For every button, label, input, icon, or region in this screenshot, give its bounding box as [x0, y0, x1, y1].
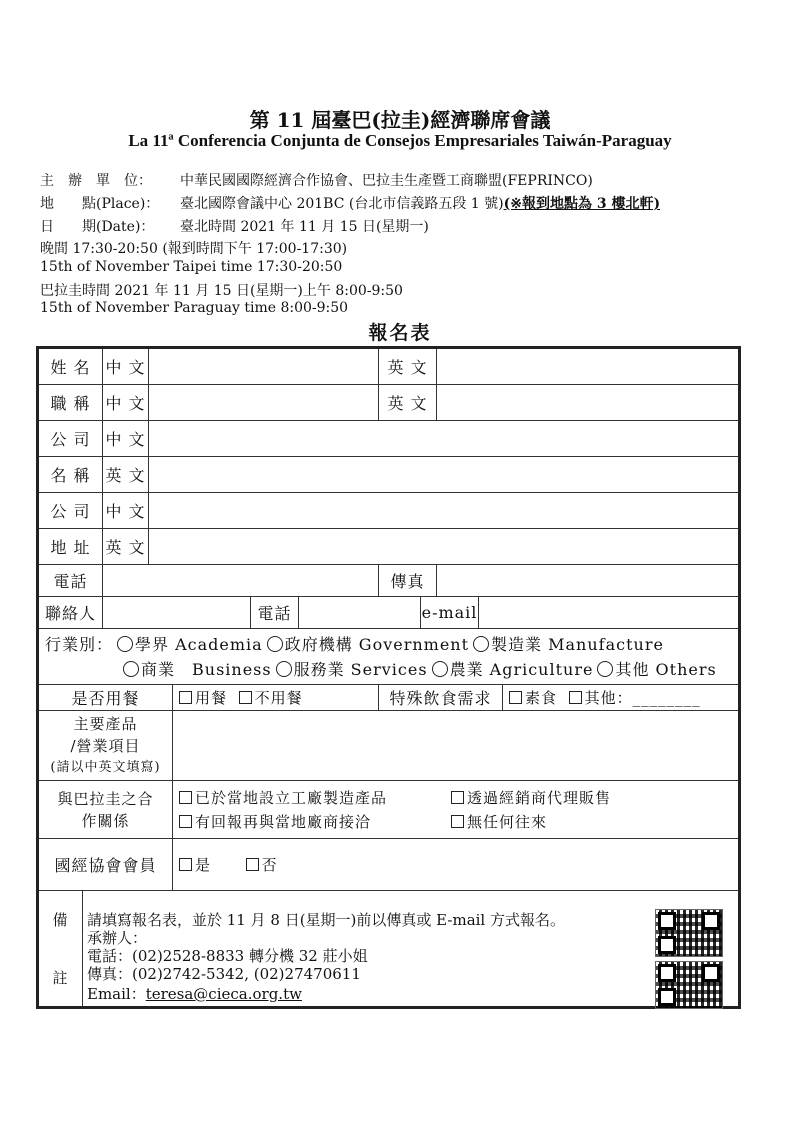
organizer-row — [40, 170, 593, 190]
radio-government[interactable] — [267, 636, 283, 652]
notes-line-3: 電話：(02)2528-8833 轉分機 32 莊小姐 — [87, 947, 368, 965]
contact-phone-input[interactable] — [299, 597, 421, 629]
notes-email-link[interactable]: teresa@cieca.org.tw — [145, 985, 302, 1003]
industry-academia-label: 學界 Academia — [135, 634, 263, 654]
notes-email-row — [87, 983, 302, 1004]
radio-academia[interactable] — [117, 636, 133, 652]
qr-code-icon — [655, 961, 723, 1009]
date-line-5: 15th of November Paraguay time 8:00-9:50 — [40, 300, 349, 316]
contact-phone-label: 電話 — [251, 597, 299, 629]
products-label — [39, 711, 173, 781]
relation-label — [39, 781, 173, 839]
products-input[interactable] — [173, 711, 738, 781]
products-label-2: /營業項目 — [70, 736, 141, 755]
relation-opt1-checkbox[interactable] — [179, 791, 192, 804]
member-options — [173, 839, 738, 891]
notes-label-bottom: 註 — [52, 968, 69, 987]
meal-yes-checkbox[interactable] — [179, 691, 192, 704]
company-zh-label: 中 文 — [103, 421, 149, 457]
address-en-label: 英 文 — [103, 529, 149, 565]
job-title-en-input[interactable] — [437, 385, 738, 421]
document-title-es: La 11ª Conferencia Conjunta de Consejos Empresariales Taiwán-Paraguay — [128, 131, 672, 150]
qr-code-icon — [655, 909, 723, 957]
place-value: 臺北國際會議中心 201BC (台北市信義路五段 1 號) — [180, 196, 504, 212]
job-title-en-label: 英 文 — [379, 385, 437, 421]
member-label: 國經協會會員 — [39, 839, 173, 891]
member-yes-checkbox[interactable] — [179, 858, 192, 871]
fax-input[interactable] — [437, 565, 738, 597]
notes-line-4: 傳真：(02)2742-5342, (02)27470611 — [87, 965, 361, 983]
relation-opt4-label: 無任何往來 — [467, 812, 548, 831]
notes-label-top: 備 — [52, 911, 69, 930]
phone-label: 電話 — [39, 565, 103, 597]
diet-other-checkbox[interactable] — [569, 691, 582, 704]
job-title-zh-input[interactable] — [149, 385, 379, 421]
date-row — [40, 216, 429, 236]
email-label: e-mail — [421, 597, 479, 629]
company-label-2: 名 稱 — [39, 457, 103, 493]
document-title-zh: 第 11 屆臺巴(拉圭)經濟聯席會議 — [249, 108, 551, 132]
industry-others-label: 其他 Others — [615, 659, 717, 679]
industry-label: 行業別： — [45, 634, 114, 654]
company-zh-input[interactable] — [149, 421, 738, 457]
relation-row-1 — [179, 786, 611, 810]
date-line-1: 臺北時間 2021 年 11 月 15 日(星期一) — [180, 219, 429, 235]
industry-government-label: 政府機構 Government — [284, 634, 470, 654]
relation-options — [173, 781, 738, 839]
industry-agriculture-label: 農業 Agriculture — [449, 659, 594, 679]
company-label-1: 公 司 — [39, 421, 103, 457]
company-en-label: 英 文 — [103, 457, 149, 493]
relation-label-2: 作關係 — [81, 811, 130, 830]
form-title: 報名表 — [368, 322, 432, 344]
relation-opt4-checkbox[interactable] — [451, 815, 464, 828]
relation-opt3-label: 有回報再與當地廠商接洽 — [195, 812, 372, 831]
meal-no-checkbox[interactable] — [239, 691, 252, 704]
name-en-input[interactable] — [437, 349, 738, 385]
date-line-3: 15th of November Taipei time 17:30-20:50 — [40, 259, 343, 275]
member-no-label: 否 — [261, 856, 278, 874]
organizer-label: 主 辦 單 位： — [40, 173, 152, 189]
contact-label: 聯絡人 — [39, 597, 103, 629]
diet-other-label: 其他：________ — [584, 689, 701, 707]
phone-input[interactable] — [103, 565, 379, 597]
registration-form — [36, 346, 741, 1009]
member-yes-label: 是 — [195, 856, 212, 874]
relation-opt1-label: 已於當地設立工廠製造產品 — [195, 788, 388, 807]
diet-veg-checkbox[interactable] — [509, 691, 522, 704]
industry-section — [39, 629, 738, 685]
relation-opt3-checkbox[interactable] — [179, 815, 192, 828]
radio-others[interactable] — [597, 661, 613, 677]
products-label-1: 主要產品 — [73, 714, 138, 733]
address-zh-label: 中 文 — [103, 493, 149, 529]
diet-veg-label: 素食 — [525, 689, 558, 707]
member-no-checkbox[interactable] — [246, 858, 259, 871]
address-label-2: 地 址 — [39, 529, 103, 565]
industry-row-2 — [45, 657, 717, 682]
relation-opt2-label: 透過經銷商代理販售 — [467, 788, 612, 807]
products-label-3: (請以中英文填寫) — [50, 759, 161, 775]
diet-options — [503, 685, 738, 711]
radio-business[interactable] — [123, 661, 139, 677]
radio-manufacture[interactable] — [473, 636, 489, 652]
job-title-zh-label: 中 文 — [103, 385, 149, 421]
fax-label: 傳真 — [379, 565, 437, 597]
industry-business-label: 商業 Business — [141, 659, 272, 679]
radio-agriculture[interactable] — [432, 661, 448, 677]
industry-services-label: 服務業 Services — [293, 659, 428, 679]
meal-no-label: 不用餐 — [254, 689, 303, 707]
email-input[interactable] — [479, 597, 738, 629]
notes-line-1: 請填寫報名表，並於 11 月 8 日(星期一)前以傳真或 E-mail 方式報名。 — [87, 911, 566, 929]
diet-label: 特殊飲食需求 — [379, 685, 503, 711]
contact-input[interactable] — [103, 597, 251, 629]
name-en-label: 英 文 — [379, 349, 437, 385]
organizer-value: 中華民國國際經濟合作協會、巴拉圭生產暨工商聯盟(FEPRINCO) — [180, 173, 593, 189]
place-row — [40, 193, 660, 213]
company-en-input[interactable] — [149, 457, 738, 493]
job-title-label: 職 稱 — [39, 385, 103, 421]
radio-services[interactable] — [276, 661, 292, 677]
name-label: 姓 名 — [39, 349, 103, 385]
name-zh-input[interactable] — [149, 349, 379, 385]
relation-label-1: 與巴拉圭之合 — [57, 789, 154, 808]
address-en-input[interactable] — [149, 529, 738, 565]
place-note: (※報到地點為 3 樓北軒) — [503, 196, 661, 212]
meal-yes-label: 用餐 — [195, 689, 228, 707]
place-label: 地 點(Place)： — [40, 196, 160, 212]
relation-opt2-checkbox[interactable] — [451, 791, 464, 804]
notes-label — [39, 891, 83, 1006]
meal-label: 是否用餐 — [39, 685, 173, 711]
date-line-4: 巴拉圭時間 2021 年 11 月 15 日(星期一)上午 8:00-9:50 — [40, 283, 403, 299]
relation-row-2 — [179, 810, 547, 834]
address-label-1: 公 司 — [39, 493, 103, 529]
address-zh-input[interactable] — [149, 493, 738, 529]
meal-options — [173, 685, 379, 711]
date-label: 日 期(Date)： — [40, 219, 155, 235]
notes-line-2: 承辦人： — [87, 929, 148, 947]
name-zh-label: 中 文 — [103, 349, 149, 385]
industry-manufacture-label: 製造業 Manufacture — [491, 634, 664, 654]
date-line-2: 晚間 17:30-20:50 (報到時間下午 17:00-17:30) — [40, 241, 348, 257]
industry-row-1 — [45, 632, 664, 657]
notes-email-label: Email： — [87, 985, 146, 1003]
